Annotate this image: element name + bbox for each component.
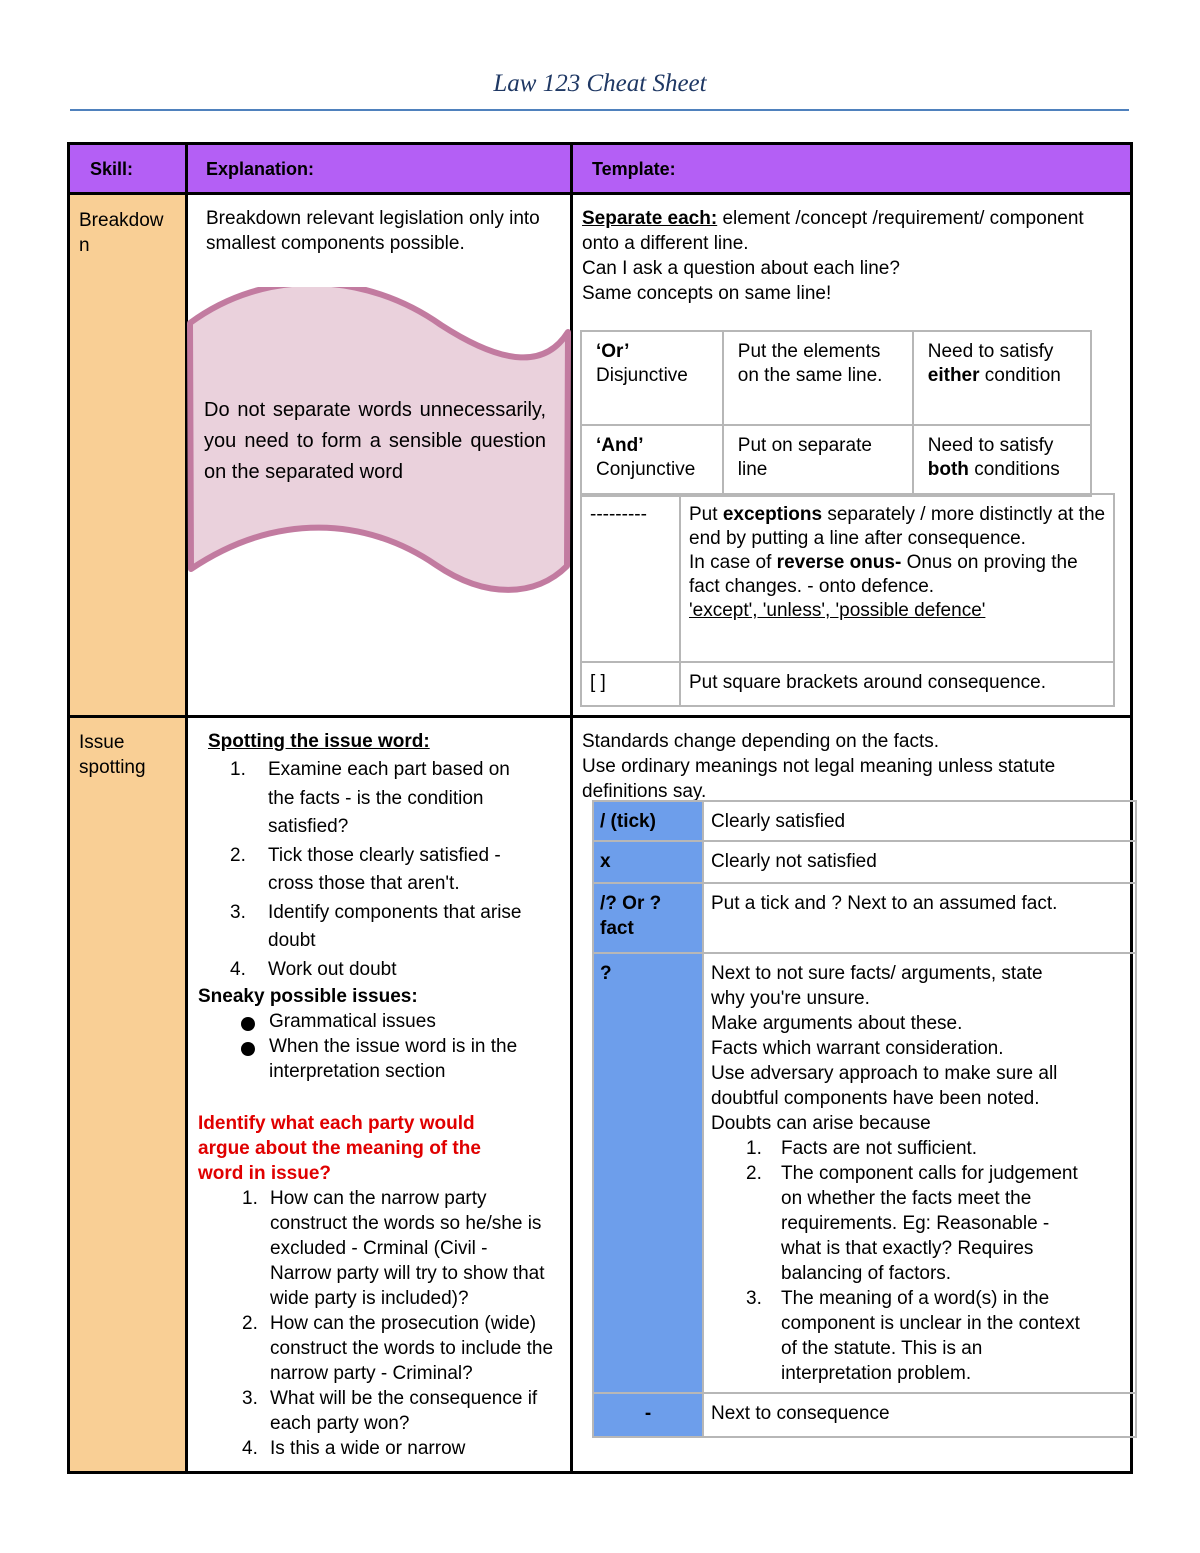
list-number: 3. <box>230 901 246 923</box>
list-line: Grammatical issues <box>269 1011 436 1032</box>
breakdown-explanation: Breakdown relevant legislation only into smallest components possible. <box>206 208 540 254</box>
mark-description: Clearly not satisfied <box>711 851 877 872</box>
list-line: interpretation problem. <box>781 1363 972 1384</box>
list-line: the facts - is the condition <box>268 787 484 809</box>
list-item <box>243 1436 560 1461</box>
list-number: 1. <box>746 1138 762 1159</box>
mark-line: doubtful components have been noted. <box>711 1088 1040 1109</box>
list-number: 2. <box>746 1163 762 1184</box>
and-type: Conjunctive <box>596 459 696 480</box>
list-item <box>746 1286 1129 1386</box>
mark-row <box>592 884 1137 954</box>
and-need <box>913 425 1091 496</box>
title-underline <box>70 109 1129 111</box>
reverse-onus-t2c: Onus on proving the fact changes. - onto defence. <box>689 552 1078 597</box>
bullet-dot <box>241 1042 255 1056</box>
header-skill: Skill: <box>90 159 134 179</box>
list-item <box>243 1311 560 1386</box>
or-action: Put the elements on the same line. <box>723 331 913 425</box>
list-line: Tick those clearly satisfied - <box>268 844 501 866</box>
list-line: Work out doubt <box>268 958 397 980</box>
list-line: The component calls for judgement <box>781 1163 1078 1184</box>
list-number: 2. <box>230 844 246 866</box>
mark-line: Facts which warrant consideration. <box>711 1038 1004 1059</box>
header-explanation: Explanation: <box>206 159 315 179</box>
list-line: How can the prosecution (wide) <box>270 1313 537 1334</box>
exceptions-symbol: --------- <box>581 494 680 662</box>
list-line: satisfied? <box>268 816 349 837</box>
list-line: The meaning of a word(s) in the <box>781 1288 1050 1309</box>
list-line: Narrow party will try to show that <box>270 1263 545 1284</box>
list-item <box>269 1034 560 1084</box>
or-need-pre: Need to satisfy <box>927 341 1054 362</box>
and-word: ‘And’ <box>596 435 644 456</box>
skill-breakdown: Breakdow n <box>79 210 164 256</box>
sneaky-list <box>269 1009 560 1084</box>
mark-symbol: /? Or ? fact <box>594 884 704 952</box>
list-line: When the issue word is in the <box>269 1036 518 1057</box>
reverse-onus-t2: In case of <box>689 552 777 573</box>
or-and-table <box>580 330 1092 497</box>
red-heading-line: argue about the meaning of the <box>198 1138 481 1159</box>
mark-line: Doubts can arise because <box>711 1113 931 1134</box>
list-item <box>746 1136 1129 1161</box>
and-need-pre: Need to satisfy <box>927 435 1054 456</box>
or-word: ‘Or’ <box>596 341 630 362</box>
doubt-reasons <box>746 1136 1129 1386</box>
list-number: 2. <box>242 1313 258 1334</box>
list-line: Is this a wide or narrow <box>270 1438 466 1459</box>
list-line: what is that exactly? Requires <box>781 1238 1034 1259</box>
intro-line: Use ordinary meanings not legal meaning unless statute <box>582 756 1056 777</box>
list-line: What will be the consequence if <box>270 1388 538 1409</box>
list-item <box>243 1386 560 1436</box>
or-need <box>913 331 1091 425</box>
and-cell <box>581 425 723 496</box>
and-need-bold: both <box>927 459 969 480</box>
mark-row <box>592 800 1137 842</box>
template-question-line: Can I ask a question about each line? <box>582 258 900 279</box>
intro-line: definitions say. <box>582 781 707 802</box>
table-row <box>581 662 1114 706</box>
list-item <box>269 1009 560 1034</box>
intro-line: Standards change depending on the facts. <box>582 731 940 752</box>
separate-each-label: Separate each: <box>582 208 718 229</box>
row-divider <box>70 715 1130 718</box>
exceptions-t1: Put <box>689 504 723 525</box>
or-cell <box>581 331 723 425</box>
spotting-heading: Spotting the issue word: <box>208 731 430 752</box>
breakdown-template-intro <box>582 206 1122 306</box>
red-heading-line: word in issue? <box>198 1163 332 1184</box>
reverse-onus-bold: reverse onus- <box>776 552 902 573</box>
list-line: doubt <box>268 930 316 951</box>
mark-description <box>704 954 1135 1392</box>
mark-line: Make arguments about these. <box>711 1013 963 1034</box>
list-line: each party won? <box>270 1413 410 1434</box>
red-heading-line: Identify what each party would <box>198 1113 475 1134</box>
list-number: 4. <box>230 958 246 980</box>
and-action: Put on separate line <box>723 425 913 496</box>
table-header-row <box>70 145 1130 195</box>
red-heading <box>198 1111 560 1186</box>
mark-description: Put a tick and ? Next to an assumed fact. <box>711 893 1058 914</box>
or-type: Disjunctive <box>596 365 688 386</box>
bullet-dot <box>241 1017 255 1031</box>
list-line: Facts are not sufficient. <box>781 1138 978 1159</box>
list-number: 1. <box>242 1188 258 1209</box>
exceptions-table <box>580 493 1115 707</box>
brackets-symbol: [ ] <box>581 662 680 706</box>
skill-cell-bg-issue <box>70 718 185 1471</box>
exceptions-t1c: separately / more distinctly at the end by putting a line after consequence. <box>689 504 1106 549</box>
list-line: wide party is included)? <box>270 1288 469 1309</box>
spotting-steps <box>232 756 560 984</box>
table-row <box>581 494 1114 662</box>
list-line: construct the words so he/she is <box>270 1213 542 1234</box>
mark-symbol: / (tick) <box>594 802 704 840</box>
table-row <box>581 331 1091 425</box>
separate-each-text: element /concept /requirement/ component onto a different line. <box>582 208 1084 254</box>
skill-cell-bg-breakdown <box>70 195 185 715</box>
list-number: 4. <box>242 1438 258 1459</box>
exceptions-bold: exceptions <box>722 504 823 525</box>
list-number: 3. <box>746 1288 762 1309</box>
and-need-post: conditions <box>968 459 1060 480</box>
list-item <box>746 1161 1129 1286</box>
brackets-text: Put square brackets around consequence. <box>680 662 1114 706</box>
mark-symbol: - <box>594 1394 704 1436</box>
party-questions <box>243 1186 560 1461</box>
header-template: Template: <box>592 159 676 179</box>
issue-explanation <box>198 729 560 1461</box>
list-line: cross those that aren't. <box>268 873 460 894</box>
list-item <box>232 899 560 956</box>
issue-template-intro <box>582 729 1132 804</box>
document-title: Law 123 Cheat Sheet <box>493 70 707 97</box>
list-item <box>232 842 560 899</box>
list-line: component is unclear in the context <box>781 1313 1080 1334</box>
mark-description: Clearly satisfied <box>711 811 846 832</box>
exceptions-text <box>680 494 1114 662</box>
template-same-line: Same concepts on same line! <box>582 283 832 304</box>
list-item <box>243 1186 560 1311</box>
or-need-post: condition <box>979 365 1061 386</box>
mark-row <box>592 842 1137 884</box>
list-line: excluded - Crminal (Civil - <box>270 1238 488 1259</box>
skill-issue-spotting: Issue spotting <box>79 732 146 778</box>
sneaky-heading: Sneaky possible issues: <box>198 986 418 1007</box>
list-line: narrow party - Criminal? <box>270 1363 473 1384</box>
mark-line: Next to not sure facts/ arguments, state <box>711 963 1043 984</box>
cheat-sheet-table <box>67 142 1133 1474</box>
list-line: Identify components that arise <box>268 901 522 923</box>
list-item <box>232 956 560 985</box>
mark-symbol: ? <box>594 954 704 1392</box>
exception-keywords: 'except', 'unless', 'possible defence' <box>689 600 986 621</box>
table-row <box>581 425 1091 496</box>
mark-row <box>592 1394 1137 1438</box>
list-line: interpretation section <box>269 1061 446 1082</box>
list-line: How can the narrow party <box>270 1188 487 1209</box>
list-number: 1. <box>230 759 246 780</box>
list-line: construct the words to include the <box>270 1338 554 1359</box>
marks-table <box>592 800 1137 1438</box>
mark-line: why you're unsure. <box>711 988 870 1009</box>
mark-line: Use adversary approach to make sure all <box>711 1063 1058 1084</box>
list-line: balancing of factors. <box>781 1263 952 1284</box>
list-item <box>232 756 560 842</box>
mark-symbol: x <box>594 842 704 882</box>
list-line: of the statute. This is an <box>781 1338 983 1359</box>
list-line: Examine each part based on <box>268 759 510 780</box>
list-number: 3. <box>242 1388 258 1409</box>
mark-row <box>592 954 1137 1394</box>
callout-text: Do not separate words unnecessarily, you need to form a sensible question on the separated word <box>204 399 546 483</box>
mark-description: Next to consequence <box>711 1403 890 1424</box>
list-line: on whether the facts meet the <box>781 1188 1032 1209</box>
list-line: requirements. Eg: Reasonable - <box>781 1213 1050 1234</box>
or-need-bold: either <box>927 365 980 386</box>
